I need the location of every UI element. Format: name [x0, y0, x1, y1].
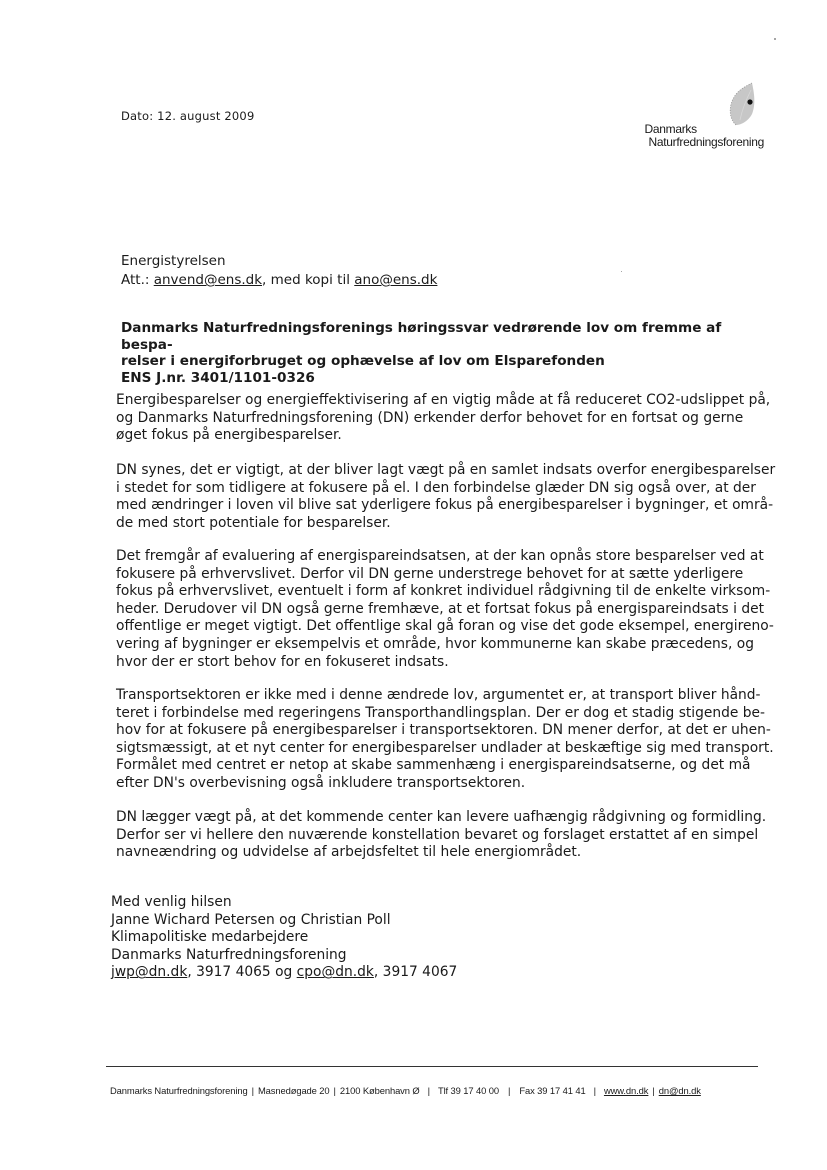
recipient-name: Energistyrelsen	[121, 253, 226, 269]
paragraph-line: heder. Derudover vil DN også gerne fremhæve, at et fortsat fokus på energispareindsats i det	[116, 600, 765, 617]
letter-heading	[121, 320, 761, 386]
recipient-att-line	[121, 271, 437, 290]
footer-fax: Fax 39 17 41 41	[519, 1085, 586, 1096]
contact-text: , 3917 4065 og	[187, 964, 297, 981]
paragraph-line: de med stort potentiale for besparelser.	[116, 514, 391, 531]
body-paragraph	[116, 548, 774, 671]
contact-text: , 3917 4067	[373, 964, 458, 981]
signature-names: Janne Wichard Petersen og Christian Poll	[111, 911, 391, 928]
paragraph-line: DN synes, det er vigtigt, at der bliver lagt vægt på en samlet indsats overfor energibesparelser	[116, 462, 776, 478]
signature-greeting: Med venlig hilsen	[111, 894, 232, 910]
footer-web-link[interactable]: www.dn.dk	[603, 1085, 649, 1096]
paragraph-line: DN lægger vægt på, at det kommende center kan levere uafhængig rådgivning og formidling.	[116, 809, 767, 825]
scan-speck	[774, 38, 776, 40]
footer-phone: Tlf 39 17 40 00	[437, 1085, 499, 1096]
body-paragraph	[116, 392, 771, 445]
paragraph-line: Det fremgår af evaluering af energispareindsatsen, at der kan opnås store besparelser ved at	[116, 548, 764, 564]
body-paragraph	[116, 462, 776, 532]
att-email-link[interactable]: anvend@ens.dk	[153, 272, 263, 288]
scan-speck	[621, 271, 622, 272]
paragraph-line: vering af bygninger er eksempelvis et område, hvor kommunerne kan skabe præcedens, og	[116, 635, 754, 652]
cc-email-link[interactable]: ano@ens.dk	[354, 272, 438, 288]
paragraph-line: navneændring og udvidelse af arbejdsfeltet til hele energiområdet.	[116, 844, 582, 861]
footer-separator: |	[652, 1085, 655, 1096]
paragraph-line: sigtsmæssigt, at et nyt center for energibesparelser undlader at beskæftige sig med transport.	[116, 739, 774, 756]
signature-block	[111, 894, 457, 982]
paragraph-line: efter DN's overbevisning også inkludere transportsektoren.	[116, 774, 526, 791]
logo-text-line2: Naturfredningsforening	[648, 135, 764, 149]
heading-line: ENS J.nr. 3401/1101-0326	[121, 369, 315, 386]
recipient-block	[121, 252, 437, 290]
att-middle: , med kopi til	[262, 272, 355, 288]
paragraph-line: hvor der er stort behov for en fokuseret indsats.	[116, 653, 449, 670]
paragraph-line: og Danmarks Naturfredningsforening (DN) erkender derfor behovet for en fortsat og gerne	[116, 409, 744, 426]
logo-text-line1: Danmarks	[644, 122, 697, 136]
paragraph-line: i stedet for som tidligere at fokusere på el. I den forbindelse glæder DN sig også over, at der	[116, 479, 756, 496]
footer-divider	[106, 1066, 758, 1067]
paragraph-line: fokus på erhvervslivet, eventuelt i form af konkret individuel rådgivning til de enkelte virksom-	[116, 583, 771, 600]
signature-org: Danmarks Naturfredningsforening	[111, 946, 347, 963]
footer-city: 2100 København Ø	[339, 1085, 420, 1096]
page-footer	[110, 1085, 701, 1096]
paragraph-line: Transportsektoren er ikke med i denne ændrede lov, argumentet er, at transport bliver hånd-	[116, 687, 761, 703]
paragraph-line: Energibesparelser og energieffektivisering af en vigtig måde at få reduceret CO2-udslippet på,	[116, 392, 771, 408]
signature-title: Klimapolitiske medarbejdere	[111, 929, 309, 946]
att-prefix: Att.:	[121, 272, 154, 288]
paragraph-line: med ændringer i loven vil blive sat yderligere fokus på energibesparelser i bygninger, et områ-	[116, 497, 774, 514]
paragraph-line: hov for at fokusere på energibesparelser i transportsektoren. DN mener derfor, at det er uhen-	[116, 722, 771, 739]
footer-separator: |	[333, 1085, 336, 1096]
footer-org: Danmarks Naturfredningsforening	[110, 1085, 248, 1096]
paragraph-line: øget fokus på energibesparelser.	[116, 427, 342, 444]
paragraph-line: Formålet med centret er netop at skabe sammenhæng i energispareindsatserne, og det må	[116, 757, 751, 774]
footer-email-link[interactable]: dn@dn.dk	[658, 1085, 701, 1096]
paragraph-line: fokusere på erhvervslivet. Derfor vil DN gerne understrege behovet for at sætte yderligere	[116, 565, 744, 582]
email-link-jwp[interactable]: jwp@dn.dk	[111, 964, 188, 981]
footer-separator: |	[593, 1085, 596, 1096]
letter-date: Dato: 12. august 2009	[121, 109, 255, 123]
signature-contact-line	[111, 964, 457, 982]
heading-line: relser i energiforbruget og ophævelse af lov om Elsparefonden	[121, 353, 605, 369]
heading-line: Danmarks Naturfredningsforenings høringssvar vedrørende lov om fremme af bespa-	[121, 320, 722, 353]
paragraph-line: teret i forbindelse med regeringens Transporthandlingsplan. Der er dog et stadig stigende be-	[116, 704, 765, 721]
footer-address: Masnedøgade 20	[257, 1085, 330, 1096]
email-link-cpo[interactable]: cpo@dn.dk	[296, 964, 374, 981]
paragraph-line: offentlige er meget vigtigt. Det offentlige skal gå foran og vise det gode eksempel, energireno-	[116, 618, 774, 635]
footer-separator: |	[427, 1085, 430, 1096]
dn-logo	[624, 80, 774, 152]
footer-separator: |	[507, 1085, 511, 1096]
paragraph-line: Derfor ser vi hellere den nuværende konstellation bevaret og forslaget erstattet af en simpel	[116, 826, 759, 843]
body-paragraph	[116, 687, 774, 793]
body-paragraph	[116, 809, 767, 862]
footer-separator: |	[251, 1085, 254, 1096]
